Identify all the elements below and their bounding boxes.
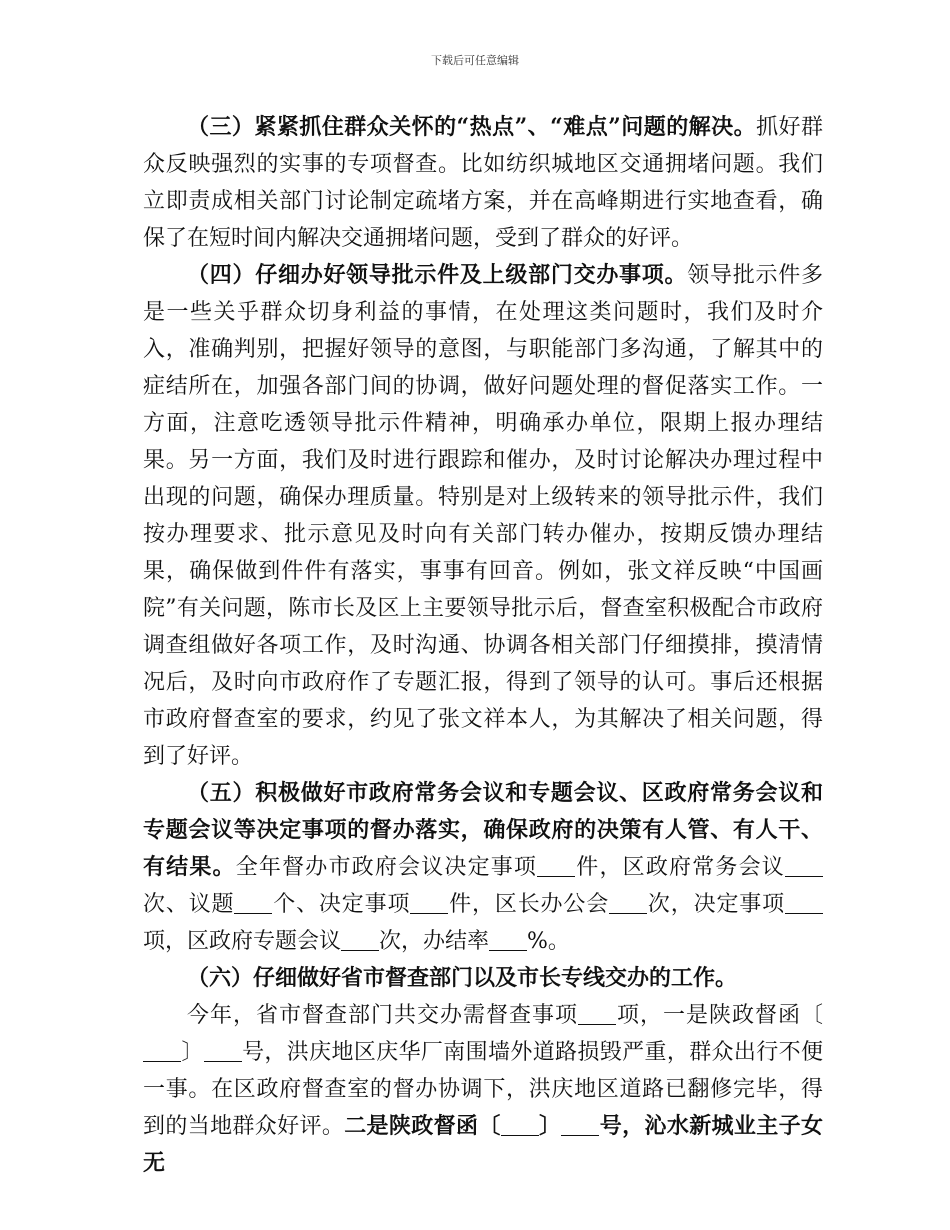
paragraph-5 bbox=[143, 775, 823, 960]
body-text: 次，决定事项 bbox=[647, 892, 785, 917]
section-heading-4: （四）仔细办好领导批示件及上级部门交办事项。 bbox=[187, 262, 688, 288]
page-header: 下载后可任意编辑 bbox=[431, 54, 519, 67]
paragraph-7 bbox=[143, 997, 823, 1182]
fill-blank bbox=[785, 856, 823, 877]
bold-text: 号，沁水新城业主子女无 bbox=[143, 1113, 823, 1176]
fill-blank bbox=[341, 930, 379, 951]
body-text: 号，洪庆地区庆华厂南围墙外道路损毁严重，群众出行不便一事。在区政府督查室的督办协调下，洪庆地区道路已翻修完毕，得到的当地群众好评。 bbox=[143, 1040, 823, 1139]
fill-blank bbox=[537, 856, 575, 877]
section-heading-3: （三）紧紧抓住群众关怀的“热点”、“难点”问题的解决。 bbox=[187, 114, 757, 140]
section-heading-6: （六）仔细做好省市督查部门以及市长专线交办的工作。 bbox=[187, 965, 738, 991]
body-text: 项，一是陕政督函〔 bbox=[615, 1003, 823, 1028]
body-text: %。 bbox=[527, 929, 570, 954]
body-text: 件，区政府常务会议 bbox=[575, 855, 785, 880]
bold-text: 〕 bbox=[538, 1113, 562, 1139]
paragraph-3 bbox=[143, 109, 823, 257]
body-text: 项，区政府专题会议 bbox=[143, 929, 342, 954]
document-body bbox=[143, 109, 823, 1182]
body-text: 〕 bbox=[181, 1040, 204, 1065]
body-text: 领导批示件多是一些关乎群众切身利益的事情，在处理这类问题时，我们及时介入，准确判别，把握好领导的意图，与职能部门多沟通，了解其中的症结所在，加强各部门间的协调，做好问题处理的督促落实工作。一方面，注意吃透领导批示件精神，明确承办单位，限期上报办理结果。另一方面，我们及时进行跟踪和催办，及时讨论解决办理过程中出现的问题，确保办理质量。特别是对上级转来的领导批示件，我们按办理要求、批示意见及时向有关部门转办催办，按期反馈办理结果，确保做到件件有落实，事事有回音。例如，张文祥反映“中国画院”有关问题，陈市长及区上主要领导批示后，督查室积极配合市政府调查组做好各项工作，及时沟通、协调各相关部门仔细摸排，摸清情况后，及时向市政府作了专题汇报，得到了领导的认可。事后还根据市政府督查室的要求，约见了张文祥本人，为其解决了相关问题，得到了好评。 bbox=[143, 263, 823, 769]
body-text: 今年，省市督查部门共交办需督查事项 bbox=[187, 1003, 578, 1028]
paragraph-4 bbox=[143, 257, 823, 775]
section-heading-5: （五）积极做好市政府常务会议和专题会议、区政府常务会议和专题会议等决定事项的督办落实，确保政府的决策有人管、有人干、有结果。 bbox=[143, 780, 823, 880]
fill-blank bbox=[578, 1004, 616, 1025]
body-text: 抓好群众反映强烈的实事的专项督查。比如纺织城地区交通拥堵问题。我们立即责成相关部门讨论制定疏堵方案，并在高峰期进行实地查看，确保了在短时间内解决交通拥堵问题，受到了群众的好评。 bbox=[143, 115, 823, 251]
body-text: 次、议题 bbox=[143, 892, 235, 917]
body-text: 次，办结率 bbox=[379, 929, 490, 954]
fill-blank bbox=[785, 893, 823, 914]
fill-blank bbox=[489, 930, 527, 951]
fill-blank bbox=[143, 1041, 181, 1062]
paragraph-6 bbox=[143, 960, 823, 997]
fill-blank bbox=[561, 1115, 599, 1136]
fill-blank bbox=[609, 893, 647, 914]
fill-blank bbox=[501, 1115, 539, 1136]
body-text: 个、决定事项 bbox=[272, 892, 411, 917]
body-text: 件，区长办公会 bbox=[448, 892, 610, 917]
fill-blank bbox=[410, 893, 448, 914]
body-text: 全年督办市政府会议决定事项 bbox=[235, 855, 538, 880]
bold-text: 二是陕政督函〔 bbox=[344, 1113, 501, 1139]
fill-blank bbox=[234, 893, 272, 914]
fill-blank bbox=[204, 1041, 242, 1062]
